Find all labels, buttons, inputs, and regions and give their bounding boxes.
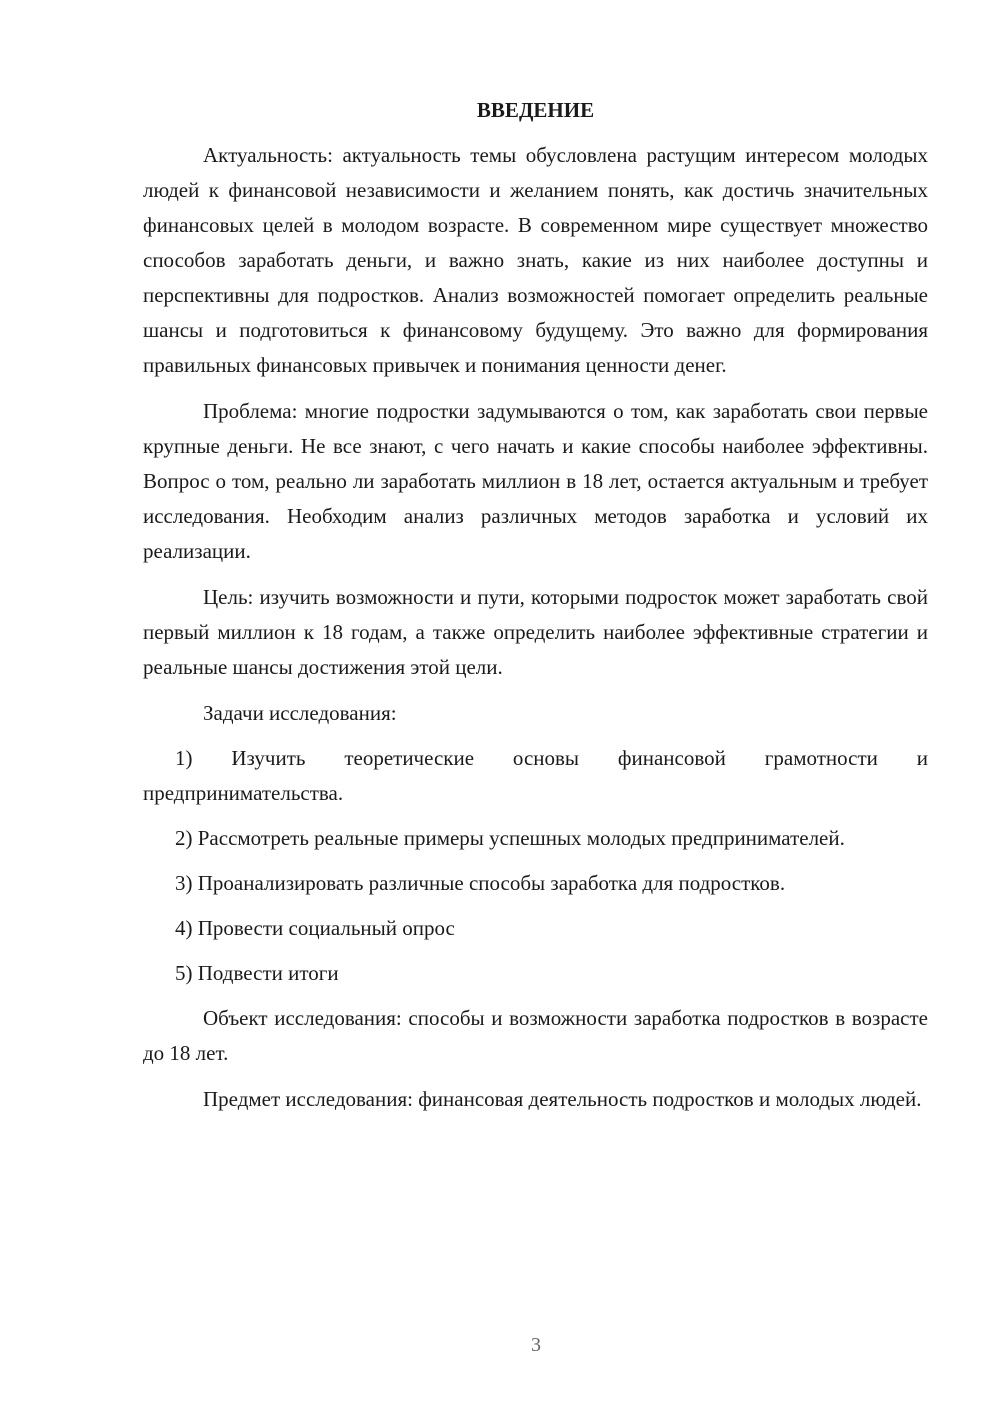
- tasks-list: [143, 741, 928, 991]
- goal-paragraph: Цель: изучить возможности и пути, которыми подросток может заработать свой первый миллион к 18 годам, а также определить наиболее эффективные стратегии и реальные шансы достижения этой цели.: [143, 585, 928, 679]
- tasks-heading: Задачи исследования:: [203, 701, 397, 725]
- object-paragraph: Объект исследования: способы и возможности заработка подростков в возрасте до 18 лет.: [143, 1006, 928, 1065]
- task-item: 5) Подвести итоги: [175, 961, 339, 985]
- subject-paragraph: Предмет исследования: финансовая деятельность подростков и молодых людей.: [203, 1087, 922, 1111]
- page-number: 3: [531, 1334, 541, 1356]
- task-item: 2) Рассмотреть реальные примеры успешных молодых предпринимателей.: [175, 826, 845, 850]
- task-item: 4) Провести социальный опрос: [175, 916, 455, 940]
- document-page: [143, 95, 928, 1117]
- problem-paragraph: Проблема: многие подростки задумываются о том, как заработать свои первые крупные деньги. Не все знают, с чего начать и какие способы наиболее эффективны. Вопрос о том, реально ли заработать миллион в 18 лет, остается актуальным и требует исследования. Необходим анализ различных методов заработка и условий их реализации.: [143, 399, 928, 563]
- page-title: ВВЕДЕНИЕ: [476, 98, 595, 122]
- task-item: 1) Изучить теоретические основы финансовой грамотности и предпринимательства.: [143, 746, 928, 805]
- relevance-paragraph: Актуальность: актуальность темы обусловлена растущим интересом молодых людей к финансовой независимости и желанием понять, как достичь значительных финансовых целей в молодом возрасте. В современном мире существует множество способов заработать деньги, и важно знать, какие из них наиболее доступны и перспективны для подростков. Анализ возможностей помогает определить реальные шансы и подготовиться к финансовому будущему. Это важно для формирования правильных финансовых привычек и понимания ценности денег.: [143, 143, 928, 377]
- task-item: 3) Проанализировать различные способы заработка для подростков.: [175, 871, 786, 895]
